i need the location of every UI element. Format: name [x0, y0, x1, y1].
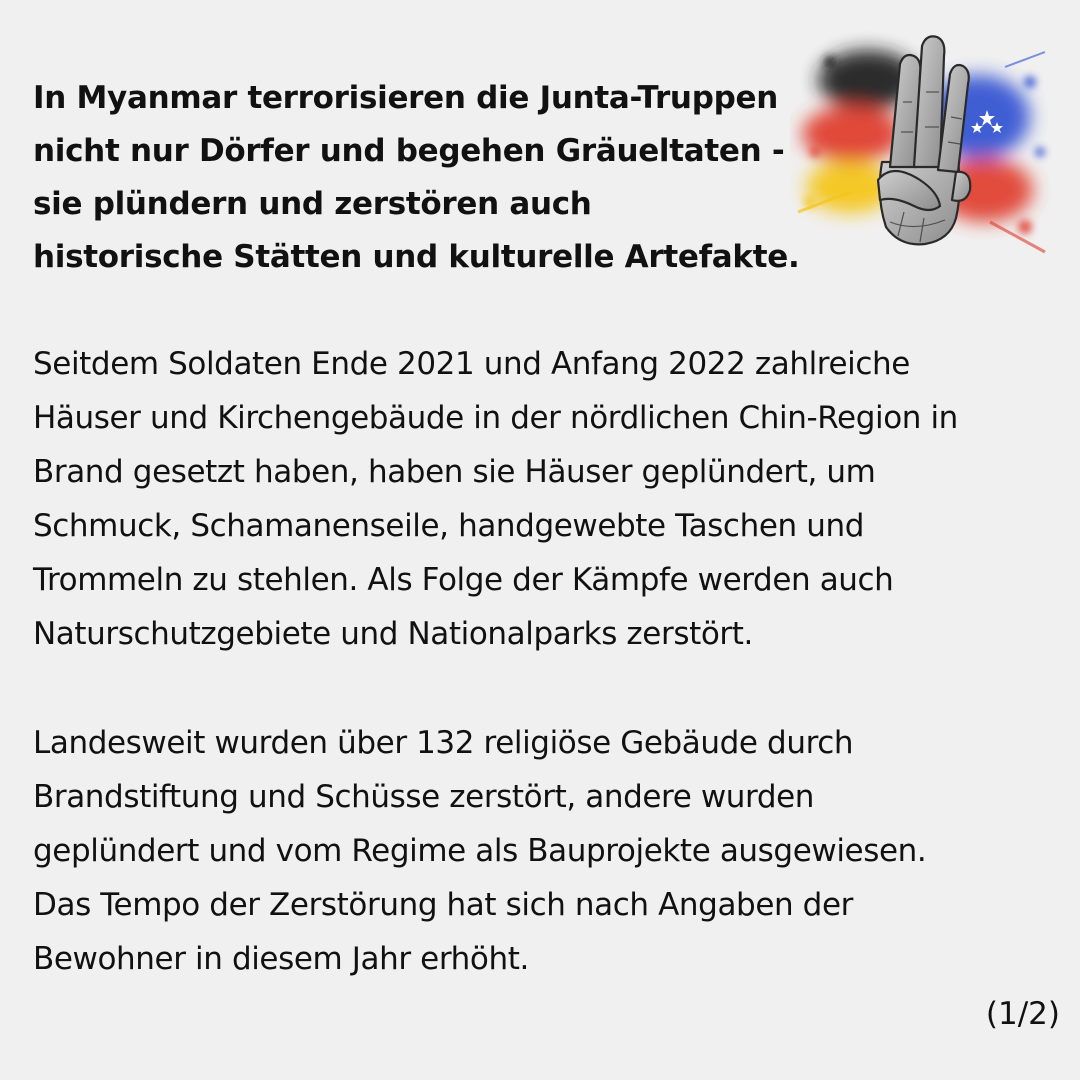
paragraph-line: Brand gesetzt haben, haben sie Häuser geplündert, um [33, 454, 876, 490]
headline-line: In Myanmar terrorisieren die Junta-Truppen [33, 80, 778, 116]
headline-line: nicht nur Dörfer und begehen Gräueltaten - [33, 133, 785, 169]
three-finger-salute-hand-icon [790, 22, 1058, 262]
paragraph-line: Häuser und Kirchengebäude in der nördlichen Chin-Region in [33, 400, 958, 436]
paragraph-line: Trommeln zu stehlen. Als Folge der Kämpfe werden auch [33, 562, 894, 598]
paragraph-line: Naturschutzgebiete und Nationalparks zerstört. [33, 616, 753, 652]
paragraph-line: Seitdem Soldaten Ende 2021 und Anfang 2022 zahlreiche [33, 346, 910, 382]
paragraph-religious-buildings [33, 716, 1063, 986]
paragraph-line: Bewohner in diesem Jahr erhöht. [33, 941, 529, 977]
paragraph-line: Das Tempo der Zerstörung hat sich nach Angaben der [33, 887, 853, 923]
headline-line: historische Stätten und kulturelle Artefakte. [33, 239, 800, 275]
headline-line: sie plündern und zerstören auch [33, 186, 592, 222]
paragraph-line: Schmuck, Schamanenseile, handgewebte Taschen und [33, 508, 864, 544]
paragraph-chin-region [33, 337, 1063, 661]
page-indicator: (1/2) [985, 996, 1060, 1032]
paragraph-line: Landesweit wurden über 132 religiöse Gebäude durch [33, 725, 854, 761]
paragraph-line: geplündert und vom Regime als Bauprojekte ausgewiesen. [33, 833, 927, 869]
paragraph-line: Brandstiftung und Schüsse zerstört, andere wurden [33, 779, 815, 815]
headline [33, 72, 833, 284]
